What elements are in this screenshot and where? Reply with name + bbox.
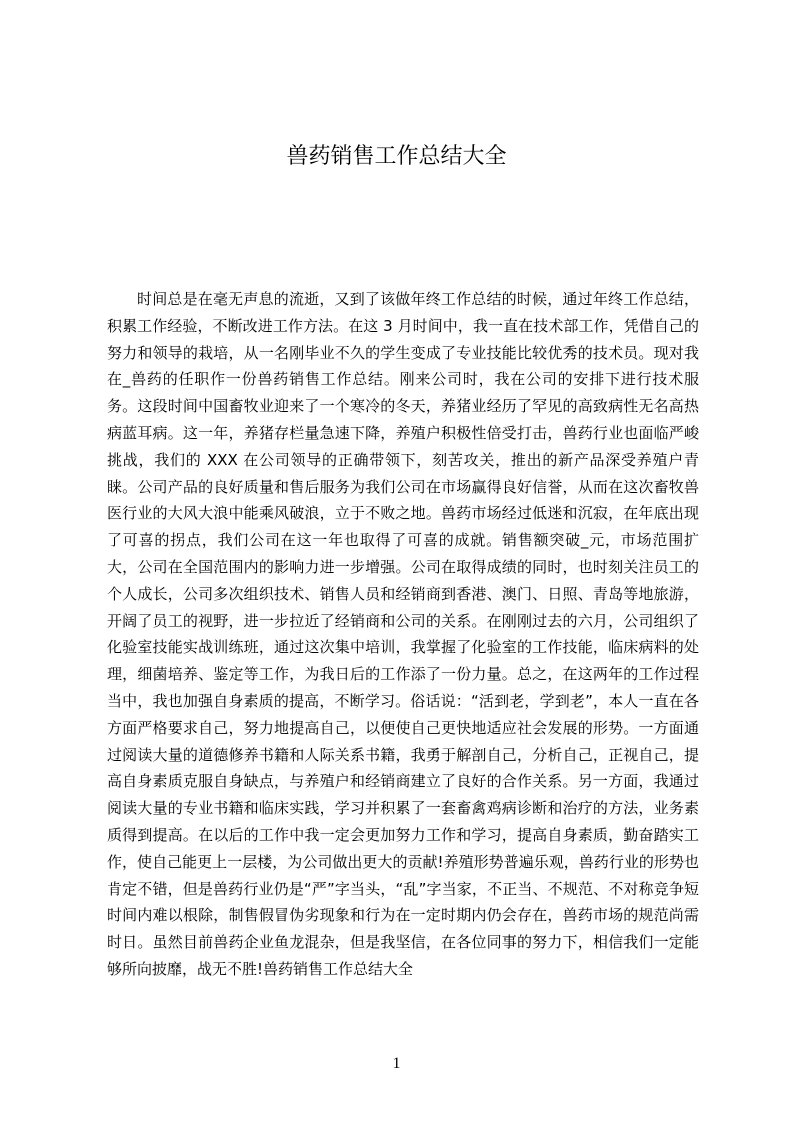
page-number: 1 bbox=[392, 1055, 401, 1072]
document-title: 兽药销售工作总结大全 bbox=[286, 144, 507, 169]
document-body-paragraph: 时间总是在毫无声息的流逝，又到了该做年终工作总结的时候，通过年终工作总结，积累工作经验，不断改进工作方法。在这 3 月时间中，我一直在技术部工作，凭借自己的努力和领导的栽培，从一名刚毕业不久的学生变成了专业技能比较优秀的技术员。现对我在_兽药的任职作一份兽药销售工作总结。刚来公司时，我在公司的安排下进行技术服务。这段时间中国畜牧业迎来了一个寒冷的冬天，养猪业经历了罕见的高致病性无名高热病蓝耳病。这一年，养猪存栏量急速下降，养殖户积极性倍受打击，兽药行业也面临严峻挑战，我们的 XXX 在公司领导的正确带领下，刻苦攻关，推出的新产品深受养殖户青睐。公司产品的良好质量和售后服务为我们公司在市场赢得良好信誉，从而在这次畜牧兽医行业的大风大浪中能乘风破浪，立于不败之地。兽药市场经过低迷和沉寂，在年底出现了可喜的拐点，我们公司在这一年也取得了可喜的成就。销售额突破_元，市场范围扩大，公司在全国范围内的影响力进一步增强。公司在取得成绩的同时，也时刻关注员工的个人成长，公司多次组织技术、销售人员和经销商到香港、澳门、日照、青岛等地旅游，开阔了员工的视野，进一步拉近了经销商和公司的关系。在刚刚过去的六月，公司组织了化验室技能实战训练班，通过这次集中培训，我掌握了化验室的工作技能，临床病料的处理，细菌培养、鉴定等工作，为我日后的工作添了一份力量。总之，在这两年的工作过程当中，我也加强自身素质的提高，不断学习。俗话说：“活到老，学到老”，本人一直在各方面严格要求自己，努力地提高自己，以便使自己更快地适应社会发展的形势。一方面通过阅读大量的道德修养书籍和人际关系书籍，我勇于解剖自己，分析自己，正视自己，提高自身素质克服自身缺点，与养殖户和经销商建立了良好的合作关系。另一方面，我通过阅读大量的专业书籍和临床实践，学习并积累了一套畜禽鸡病诊断和治疗的方法，业务素质得到提高。在以后的工作中我一定会更加努力工作和学习，提高自身素质，勤奋踏实工作，使自己能更上一层楼，为公司做出更大的贡献!养殖形势普遍乐观，兽药行业的形势也肯定不错，但是兽药行业仍是“严”字当头，“乱”字当家，不正当、不规范、不对称竞争短时间内难以根除，制售假冒伪劣现象和行为在一定时期内仍会存在，兽药市场的规范尚需时日。虽然目前兽药企业鱼龙混杂，但是我坚信，在各位同事的努力下，相信我们一定能够所向披靡，战无不胜!兽药销售工作总结大全 bbox=[107, 290, 699, 978]
